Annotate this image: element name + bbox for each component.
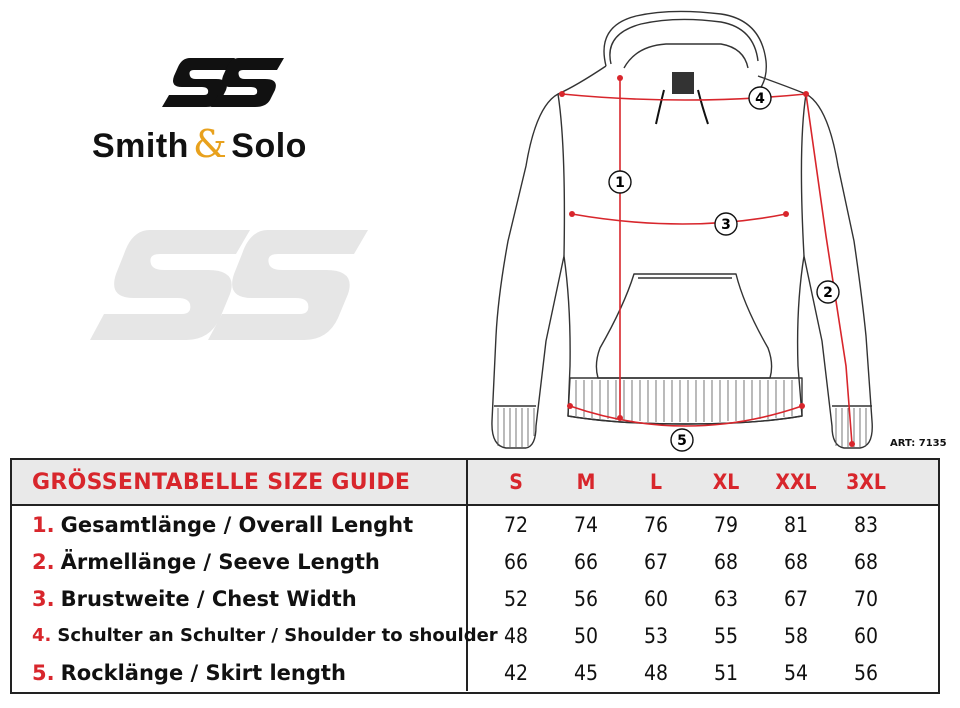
row-values xyxy=(468,587,901,611)
row-values xyxy=(468,661,901,685)
size-table-header xyxy=(12,460,938,506)
table-cell: 48 xyxy=(503,623,529,648)
table-row xyxy=(12,654,938,691)
row-label-text: Rocklänge / Skirt length xyxy=(60,660,346,685)
row-number: 5. xyxy=(32,660,55,685)
measure-line-sleeve-length xyxy=(806,94,852,444)
size-header-xxl: XXL xyxy=(775,470,817,494)
measure-line-skirt-length xyxy=(570,406,802,426)
table-cell: 63 xyxy=(713,586,739,611)
svg-text:1: 1 xyxy=(615,175,625,191)
row-label xyxy=(12,617,498,654)
table-cell: 51 xyxy=(713,660,739,685)
table-cell: 68 xyxy=(783,549,809,574)
size-header-cells xyxy=(468,470,901,494)
measure-line-chest-width xyxy=(572,214,786,224)
row-values xyxy=(468,513,901,537)
table-cell: 58 xyxy=(783,623,809,648)
table-row xyxy=(12,506,938,543)
size-header-l: L xyxy=(649,470,663,494)
row-values xyxy=(468,550,901,574)
marker-5 xyxy=(671,429,693,451)
table-cell: 74 xyxy=(573,512,599,537)
table-cell: 42 xyxy=(503,660,529,685)
size-table xyxy=(10,458,940,694)
table-cell: 83 xyxy=(853,512,879,537)
table-cell: 60 xyxy=(853,623,879,648)
row-label xyxy=(12,506,468,543)
row-number: 1. xyxy=(32,512,55,537)
table-cell: 52 xyxy=(503,586,529,611)
brand-ampersand: & xyxy=(192,122,228,166)
table-cell: 50 xyxy=(573,623,599,648)
row-label-text: Gesamtlänge / Overall Lenght xyxy=(60,512,414,537)
svg-text:4: 4 xyxy=(755,91,765,107)
table-cell: 81 xyxy=(783,512,809,537)
marker-2 xyxy=(817,281,839,303)
hoodie-diagram xyxy=(486,6,886,456)
body-outline xyxy=(492,66,872,448)
marker-4 xyxy=(749,87,771,109)
size-header-xl: XL xyxy=(712,470,740,494)
article-number: ART: 7135 xyxy=(890,438,947,449)
neck-label xyxy=(672,72,694,94)
size-header-m: M xyxy=(576,470,596,494)
brand-name xyxy=(92,122,307,166)
pocket-outline xyxy=(596,274,771,378)
row-label-text: Schulter an Schulter / Shoulder to shoulder xyxy=(57,625,498,646)
size-table-title: GRÖSSENTABELLE SIZE GUIDE xyxy=(12,460,468,504)
table-cell: 55 xyxy=(713,623,739,648)
svg-text:5: 5 xyxy=(677,433,687,449)
table-row xyxy=(12,617,938,654)
table-cell: 68 xyxy=(853,549,879,574)
table-row xyxy=(12,543,938,580)
row-number: 2. xyxy=(32,549,55,574)
svg-text:2: 2 xyxy=(823,285,833,301)
row-number: 3. xyxy=(32,586,55,611)
marker-3 xyxy=(715,213,737,235)
waistband xyxy=(568,378,802,424)
marker-1 xyxy=(609,171,631,193)
row-label xyxy=(12,580,468,617)
table-cell: 48 xyxy=(643,660,669,685)
size-header-s: S xyxy=(509,470,523,494)
table-cell: 67 xyxy=(643,549,669,574)
svg-text:3: 3 xyxy=(721,217,731,233)
table-cell: 54 xyxy=(783,660,809,685)
row-values xyxy=(468,624,901,648)
table-cell: 67 xyxy=(783,586,809,611)
table-cell: 70 xyxy=(853,586,879,611)
table-cell: 56 xyxy=(573,586,599,611)
table-cell: 56 xyxy=(853,660,879,685)
table-cell: 79 xyxy=(713,512,739,537)
table-row xyxy=(12,580,938,617)
brand-name-first: Smith xyxy=(92,127,189,165)
watermark-logo-icon xyxy=(90,228,400,363)
row-label-text: Ärmellänge / Seeve Length xyxy=(60,549,380,574)
table-cell: 66 xyxy=(573,549,599,574)
table-cell: 60 xyxy=(643,586,669,611)
table-cell: 72 xyxy=(503,512,529,537)
row-number: 4. xyxy=(32,625,52,646)
size-header-3xl: 3XL xyxy=(846,470,886,494)
row-label xyxy=(12,543,468,580)
table-cell: 53 xyxy=(643,623,669,648)
table-cell: 45 xyxy=(573,660,599,685)
brand-name-second: Solo xyxy=(231,127,307,165)
table-cell: 76 xyxy=(643,512,669,537)
table-cell: 66 xyxy=(503,549,529,574)
row-label-text: Brustweite / Chest Width xyxy=(60,586,357,611)
table-cell: 68 xyxy=(713,549,739,574)
row-label xyxy=(12,654,468,691)
